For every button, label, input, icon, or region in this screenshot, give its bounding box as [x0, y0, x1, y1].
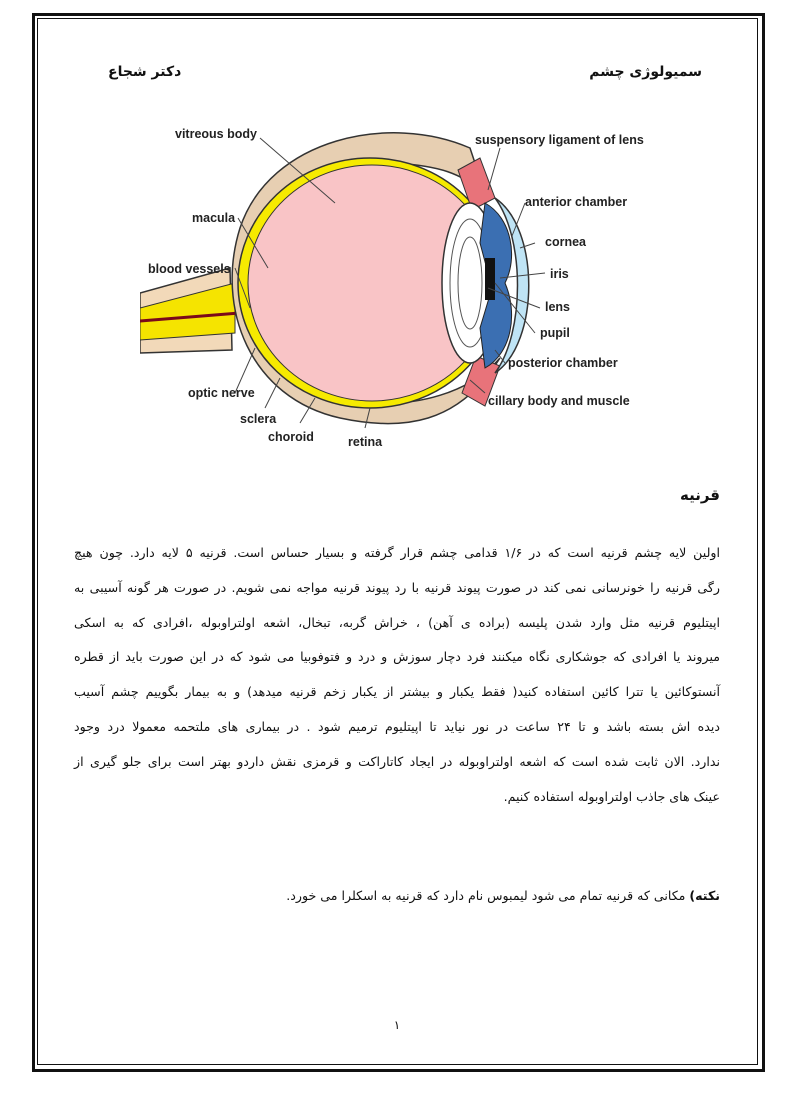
eye-diagram-svg [140, 118, 650, 458]
label-optic-nerve: optic nerve [188, 386, 255, 400]
paragraph-line: میروند یا افرادی که جوشکاری نگاه میکنند فرد دچار سوزش و درد و فتوفوبیا می شود که در این صورت باید از قطره [74, 649, 720, 665]
note-label: نکته) [689, 888, 720, 903]
label-pupil: pupil [540, 326, 570, 340]
body-paragraph [74, 536, 720, 814]
section-title: قرنیه [679, 486, 720, 504]
eye-anatomy-diagram [140, 118, 650, 458]
author-name: دکتر شجاع [108, 64, 182, 80]
paragraph-line: ندارد. الان ثابت شده است که اشعه اولتراوبوله در ایجاد کاتاراکت و قرمزی نقش داردو بهتر است برای جلو گیری از [74, 753, 720, 769]
label-choroid: choroid [268, 430, 314, 444]
note-text: مکانی که قرنیه تمام می شود لیمبوس نام دارد که قرنیه به اسکلرا می خورد. [286, 888, 690, 903]
label-vitreous-body: vitreous body [175, 127, 257, 141]
note [286, 888, 720, 903]
paragraph-line: رگی قرنیه را خونرسانی نمی کند در صورت پیوند قرنیه با رد پیوند قرنیه مواجه نمی شویم. در صورت هر گونه آسیبی به [74, 579, 720, 595]
page-number: ۱ [393, 1018, 401, 1032]
paragraph-line: عینک های جاذب اولتراوبوله استفاده کنیم. [503, 788, 720, 804]
label-iris: iris [550, 267, 569, 281]
label-posterior-chamber: posterior chamber [508, 356, 618, 370]
document-title: سمیولوژی چشم [589, 64, 702, 80]
paragraph-line: اولین لایه چشم قرنیه است که در ۱/۶ قدامی چشم قرار گرفته و بسیار حساس است. قرنیه ۵ لایه دارد. چون هیچ [74, 545, 720, 560]
paragraph-line: آنستوکائین یا تترا کائین استفاده کنید( فقط یکبار و بیشتر از یکبار زخم قرنیه میدهد) و به بیمار بگوییم چشم آسیب [74, 684, 720, 700]
paragraph-line: اپیتلیوم قرنیه مثل وارد شدن پلیسه (براده ی آهن) ، خراش گربه، تبخال، اشعه اولتراوبوله ،افرادی که به اسکی [74, 614, 720, 630]
label-anterior-chamber: anterior chamber [525, 195, 628, 209]
label-ciliary-body: cillary body and muscle [488, 394, 630, 408]
label-cornea: cornea [545, 235, 586, 249]
label-macula: macula [192, 211, 236, 225]
label-sclera: sclera [240, 412, 277, 426]
label-suspensory-ligament: suspensory ligament of lens [475, 133, 644, 147]
paragraph-line: دیده اش بسته باشد و تا ۲۴ ساعت در نور نیاید تا اپیتلیوم ترمیم شود . در بیماری های ملتحمه معمولا درد وجود [74, 718, 721, 734]
label-retina: retina [348, 435, 383, 449]
label-lens: lens [545, 300, 571, 314]
label-blood-vessels: blood vessels [148, 262, 231, 276]
